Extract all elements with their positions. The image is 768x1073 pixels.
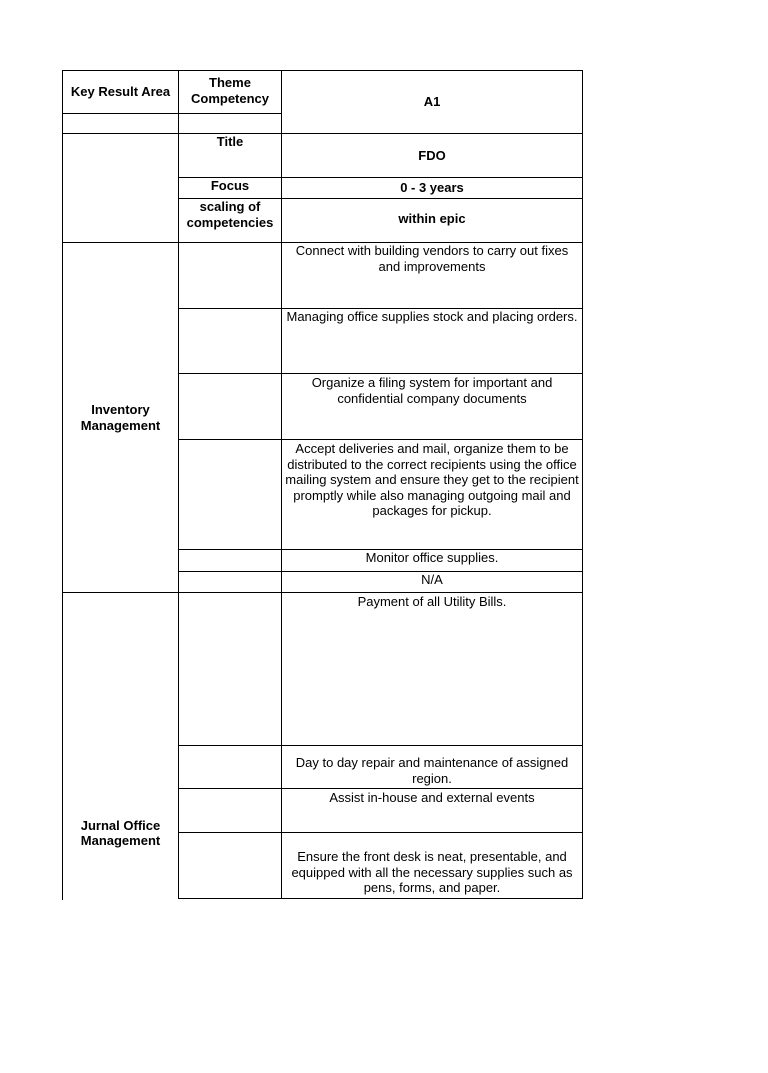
- section-name-office: Jurnal Office Management: [80, 817, 161, 848]
- jom-row3-divider: [178, 832, 583, 833]
- jom-row2-divider: [178, 788, 583, 789]
- focus-label: Focus: [210, 178, 250, 194]
- inv-row2-divider: [178, 373, 583, 374]
- table-divider-col1: [178, 70, 179, 899]
- table-border-right: [582, 70, 583, 899]
- header-row-divider: [62, 113, 282, 114]
- scaling-value: within epic: [398, 211, 466, 227]
- list-item: Accept deliveries and mail, organize them to be distributed to the correct recipients using the office mailing system and ensure they get to the recipient promptly while also managing outgoing mail and packages for pickup.: [285, 441, 579, 518]
- scaling-label: scaling of competencies: [186, 199, 274, 230]
- section-name-inventory: Inventory Management: [80, 402, 161, 433]
- level-header: A1: [423, 94, 441, 110]
- list-item: Assist in-house and external events: [329, 790, 535, 805]
- inv-row3-divider: [178, 439, 583, 440]
- list-item: Organize a filing system for important and confidential company documents: [311, 375, 553, 406]
- list-item: Payment of all Utility Bills.: [357, 594, 507, 609]
- jom-row1-divider: [178, 745, 583, 746]
- title-label: Title: [216, 134, 244, 149]
- list-item: Ensure the front desk is neat, presentable, and equipped with all the necessary supplies such as pens, forms, and paper.: [291, 849, 573, 895]
- list-item: Day to day repair and maintenance of assigned region.: [295, 755, 569, 786]
- list-item: Connect with building vendors to carry out fixes and improvements: [295, 243, 569, 274]
- theme-competency-header: Theme Competency: [190, 75, 270, 106]
- list-item: Managing office supplies stock and placing orders.: [286, 309, 578, 324]
- focus-value: 0 - 3 years: [400, 180, 464, 196]
- key-result-area-header: Key Result Area: [70, 84, 171, 100]
- table-bottom-partial: [178, 898, 583, 899]
- title-value: FDO: [418, 147, 446, 163]
- list-item: N/A: [421, 572, 443, 587]
- list-item: Monitor office supplies.: [365, 550, 499, 565]
